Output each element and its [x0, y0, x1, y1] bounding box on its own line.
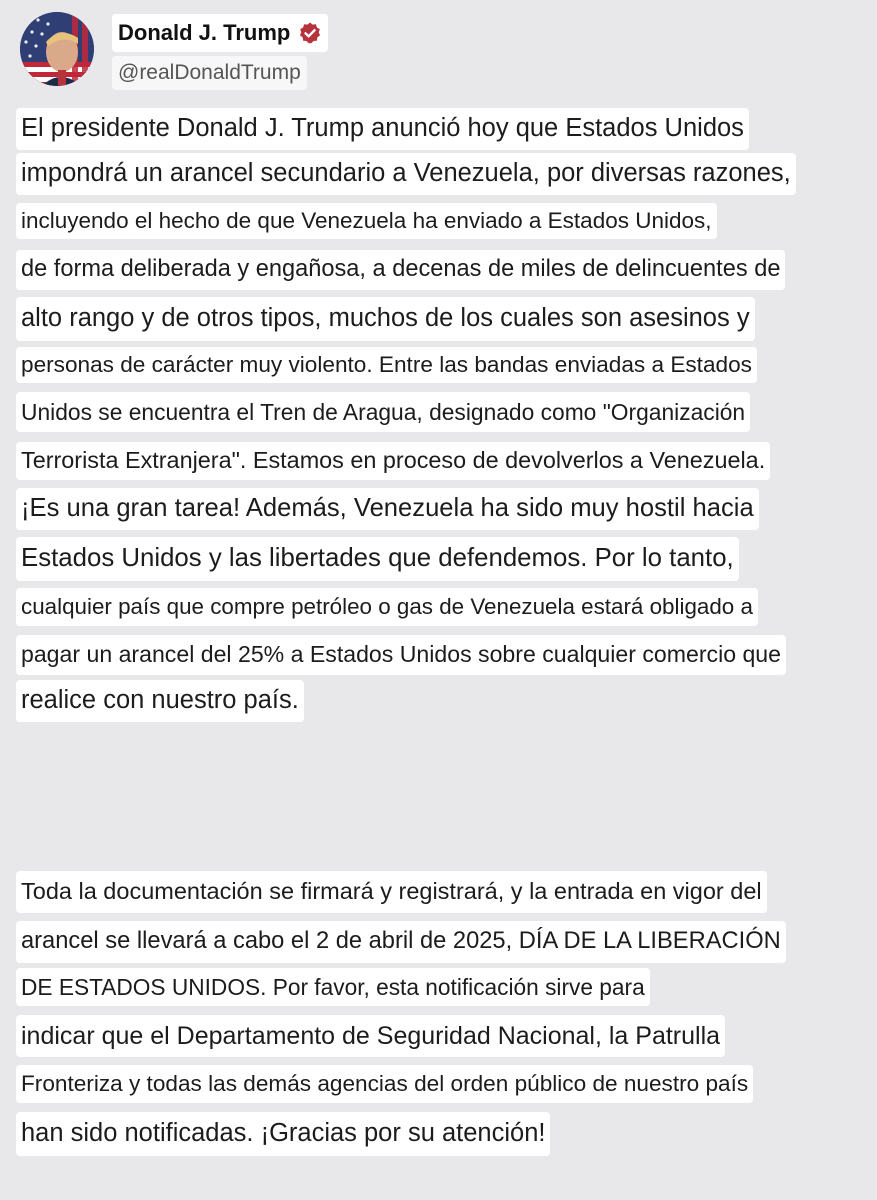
- text-line: DE ESTADOS UNIDOS. Por favor, esta notificación sirve para: [16, 968, 650, 1006]
- post-header: [16, 12, 616, 92]
- text-line: realice con nuestro país.: [16, 680, 304, 722]
- profile-portrait-flag-icon: [20, 12, 94, 86]
- display-name-text: Donald J. Trump: [118, 20, 291, 45]
- avatar[interactable]: [20, 12, 94, 86]
- text-line: cualquier país que compre petróleo o gas de Venezuela estará obligado a: [16, 588, 758, 626]
- display-name[interactable]: [112, 14, 328, 52]
- text-line: arancel se llevará a cabo el 2 de abril de 2025, DÍA DE LA LIBERACIÓN: [16, 921, 786, 963]
- text-line: El presidente Donald J. Trump anunció hoy que Estados Unidos: [16, 108, 749, 150]
- text-line: ¡Es una gran tarea! Además, Venezuela ha sido muy hostil hacia: [16, 488, 759, 530]
- text-line: impondrá un arancel secundario a Venezuela, por diversas razones,: [16, 153, 796, 195]
- text-line: personas de carácter muy violento. Entre las bandas enviadas a Estados: [16, 347, 757, 383]
- verified-badge-icon: [298, 21, 322, 45]
- text-line: indicar que el Departamento de Seguridad Nacional, la Patrulla: [16, 1015, 725, 1057]
- text-line: Fronteriza y todas las demás agencias del orden público de nuestro país: [16, 1065, 753, 1103]
- text-line: Terrorista Extranjera". Estamos en proceso de devolverlos a Venezuela.: [16, 442, 770, 480]
- text-line: pagar un arancel del 25% a Estados Unidos sobre cualquier comercio que: [16, 635, 786, 675]
- user-handle[interactable]: @realDonaldTrump: [112, 56, 307, 90]
- text-line: de forma deliberada y engañosa, a decenas de miles de delincuentes de: [16, 250, 785, 290]
- text-line: han sido notificadas. ¡Gracias por su atención!: [16, 1112, 550, 1156]
- text-line: Toda la documentación se firmará y registrará, y la entrada en vigor del: [16, 871, 767, 913]
- text-line: incluyendo el hecho de que Venezuela ha enviado a Estados Unidos,: [16, 203, 717, 239]
- text-line: alto rango y de otros tipos, muchos de los cuales son asesinos y: [16, 297, 755, 341]
- text-line: Estados Unidos y las libertades que defendemos. Por lo tanto,: [16, 537, 739, 581]
- text-line: Unidos se encuentra el Tren de Aragua, designado como "Organización: [16, 392, 750, 432]
